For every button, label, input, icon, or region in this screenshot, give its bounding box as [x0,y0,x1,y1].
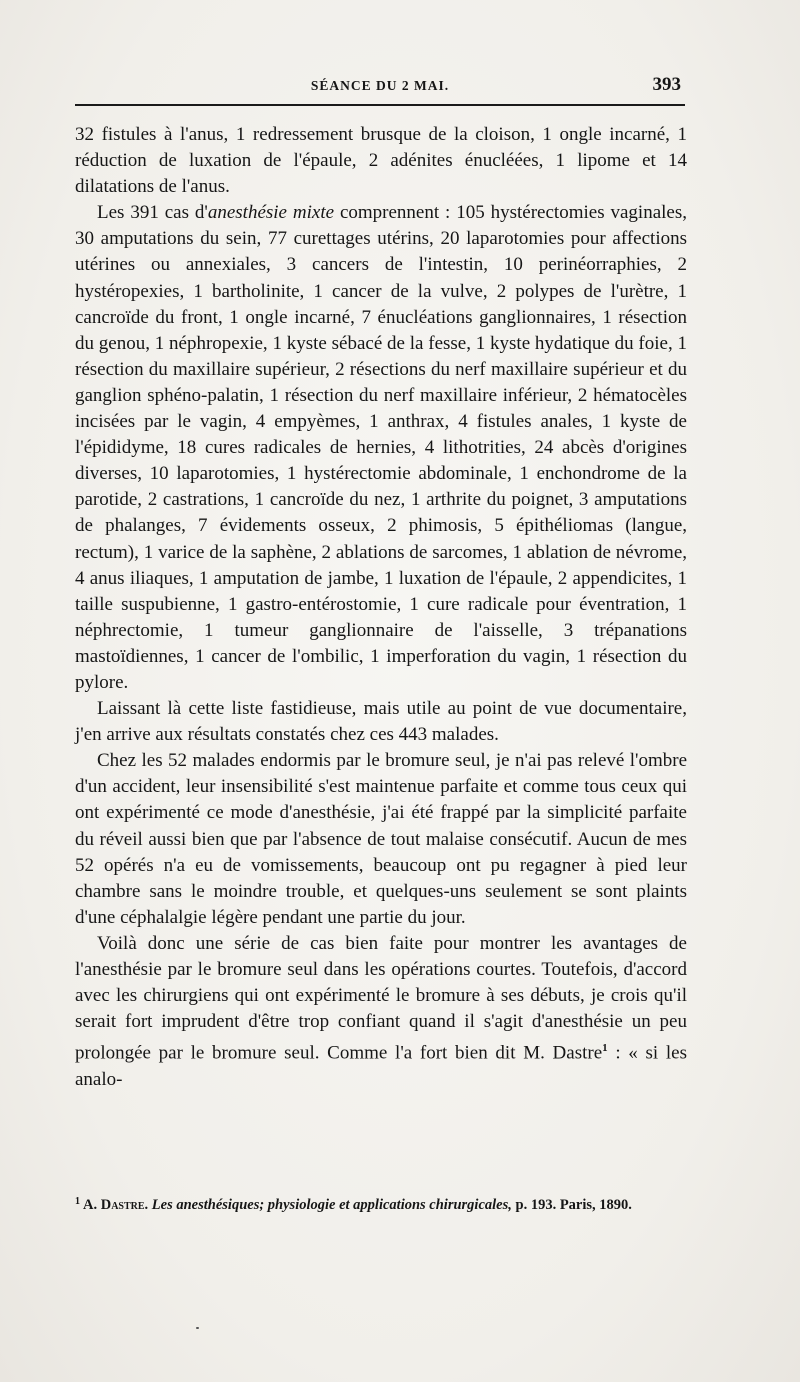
paragraph-text: Voilà donc une série de cas bien faite pour montrer les avantages de l'anesthésie par le bromure seul dans les opérations courtes. Toutefois, d'accord avec les chirurgiens qui ont expérimenté le bromure à ses débuts, je crois qu'il serait fort imprudent d'être trop confiant quand il s'agit d'anesthésie un peu prolongée par le bromure seul. Comme l'a fort bien dit M. Dastre [75,932,687,1064]
paragraph-text: 32 fistules à l'anus, 1 redressement brusque de la cloison, 1 ongle incarné, 1 réduction de luxation de l'épaule, 2 adénites énucléées, 1 lipome et 14 dilatations de l'anus. [75,124,687,198]
running-title: SÉANCE DU 2 MAI. [310,78,450,93]
footnote-ref: 1 [602,1042,608,1055]
footnote-reference: p. 193. Paris, 1890. [515,1197,632,1213]
ink-speck [196,1327,199,1329]
header-rule [75,104,685,106]
paragraph [75,696,687,748]
footnote-author: A. Dastre. [83,1197,149,1213]
paragraph-text: Chez les 52 malades endormis par le bromure seul, je n'ai pas relevé l'ombre d'un accident, leur insensibilité s'est maintenue parfaite et comme tous ceux qui ont expérimenté ce mode d'anesthésie, j'ai été frappé par la simplicité parfaite du réveil aussi bien que par l'absence de tout malaise consécutif. Aucun de mes 52 opérés n'a eu de vomissements, beaucoup ont pu regagner à pied leur chambre sans le moindre trouble, et quelques-uns seulement se sont plaints d'une céphalalgie légère pendant une partie du jour. [75,750,687,928]
footnote [75,1192,687,1215]
italic-term: anesthésie mixte [207,202,335,224]
footnote-marker: 1 [75,1196,80,1207]
paragraph-text: Laissant là cette liste fastidieuse, mais utile au point de vue documentaire, j'en arrive aux résultats constatés chez ces 443 malades. [75,698,687,746]
paragraph-text: comprennent : 105 hystérectomies vaginales, 30 amputations du sein, 77 curettages utérins, 20 laparotomies pour affections utérines ou annexiales, 3 cancers de l'intestin, 10 perinéorraphies, 2 hystéropexies, 1 bartholinite, 1 cancer de la vulve, 2 polypes de l'urètre, 1 cancroïde du front, 1 ongle incarné, 7 énucléations ganglionnaires, 1 résection du genou, 1 néphropexie, 1 kyste sébacé de la fesse, 1 kyste hydatique du foie, 1 résection du maxillaire supérieur, 2 résections du nerf maxillaire supérieur et du ganglion sphéno-palatin, 1 résection du nerf maxillaire inférieur, 2 hématocèles incisées par le vagin, 4 empyèmes, 1 anthrax, 4 fistules anales, 1 kyste de l'épididyme, 18 cures radicales de hernies, 4 lithotrities, 24 abcès d'origines diverses, 10 laparotomies, 1 hystérectomie abdominale, 1 enchondrome de la parotide, 2 castrations, 1 cancroïde du nez, 1 arthrite du poignet, 3 amputations de phalanges, 7 évidements osseux, 2 phimosis, 5 épithéliomas (langue, rectum), 1 varice de la saphène, 2 ablations de sarcomes, 1 ablation de névrome, 4 anus iliaques, 1 amputation de jambe, 1 luxation de l'épaule, 2 appendicites, 1 taille suspubienne, 1 gastro-entérostomie, 1 cure radicale pour éventration, 1 néphrectomie, 1 tumeur ganglionnaire de l'aisselle, 3 trépanations mastoïdiennes, 1 cancer de l'ombilic, 1 imperforation du vagin, 1 résection du pylore. [75,202,687,693]
paragraph [75,931,687,1093]
paragraph-text: Les 391 cas d' [97,202,208,224]
page-number: 393 [652,74,681,95]
paragraph [75,122,687,200]
paragraph [75,748,687,931]
running-head [75,74,685,102]
footnote-title: Les anesthésiques; physiologie et applications chirurgicales, [151,1197,512,1213]
body-text [75,122,687,1093]
paragraph-text: : « si les analo- [75,1042,687,1090]
paragraph [75,200,687,696]
